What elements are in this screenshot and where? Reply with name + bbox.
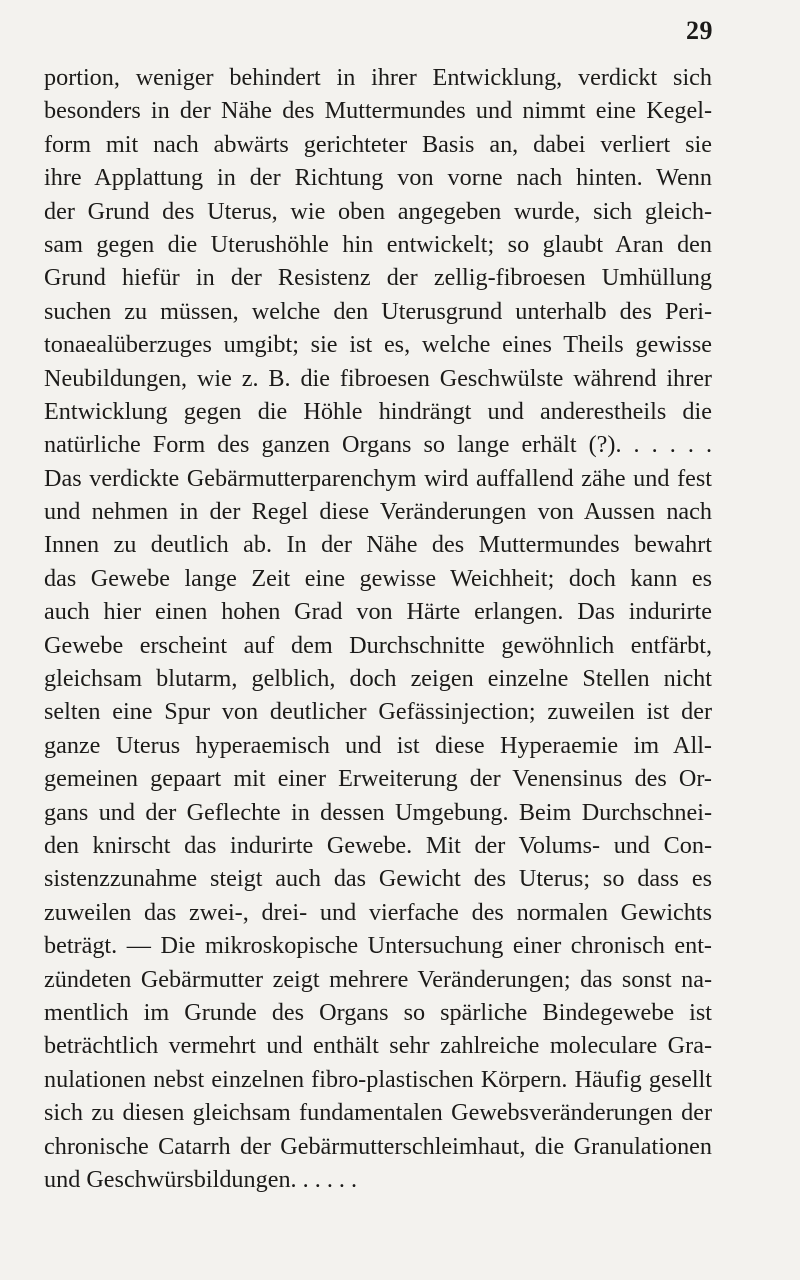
text-line: besonders in der Nähe des Muttermundes und nimmt eine Kegel- [44, 97, 712, 125]
text-line: das Gewebe lange Zeit eine gewisse Weichheit; doch kann es [44, 564, 712, 592]
text-line: ihre Applattung in der Richtung von vorne nach hinten. Wenn [44, 164, 712, 192]
text-line: gemeinen gepaart mit einer Erweiterung der Venensinus des Or- [44, 765, 712, 793]
text-line: natürliche Form des ganzen Organs so lange erhält (?). . . . . . [44, 431, 712, 459]
text-line: gans und der Geflechte in dessen Umgebung. Beim Durchschnei- [44, 798, 712, 826]
text-line: zuweilen das zwei-, drei- und vierfache des normalen Gewichts [44, 898, 712, 926]
text-line: nulationen nebst einzelnen fibro-plastischen Körpern. Häufig gesellt [44, 1065, 712, 1093]
text-line: portion, weniger behindert in ihrer Entwicklung, verdickt sich [44, 64, 712, 91]
text-line: sam gegen die Uterushöhle hin entwickelt; so glaubt Aran den [44, 230, 712, 258]
text-line: Gewebe erscheint auf dem Durchschnitte gewöhnlich entfärbt, [44, 631, 712, 659]
text-line: tonaealüberzuges umgibt; sie ist es, welche eines Theils gewisse [44, 331, 712, 359]
text-line: Grund hiefür in der Resistenz der zellig-fibroesen Umhüllung [44, 264, 712, 292]
text-line: der Grund des Uterus, wie oben angegeben wurde, sich gleich- [44, 197, 712, 225]
text-line: den knirscht das indurirte Gewebe. Mit der Volums- und Con- [44, 831, 712, 859]
text-line: selten eine Spur von deutlicher Gefässinjection; zuweilen ist der [44, 698, 712, 726]
text-line: suchen zu müssen, welche den Uterusgrund unterhalb des Peri- [44, 297, 712, 325]
text-line: gleichsam blutarm, gelblich, doch zeigen einzelne Stellen nicht [44, 665, 712, 693]
text-line: mentlich im Grunde des Organs so spärliche Bindegewebe ist [44, 998, 712, 1026]
text-line: zündeten Gebärmutter zeigt mehrere Veränderungen; das sonst na- [44, 965, 712, 993]
body-text [44, 61, 712, 1196]
text-line: und Geschwürsbildungen. . . . . . [44, 1165, 358, 1193]
text-line: form mit nach abwärts gerichteter Basis an, dabei verliert sie [44, 130, 712, 158]
text-line: sich zu diesen gleichsam fundamentalen Gewebsveränderungen der [44, 1099, 712, 1127]
page-number: 29 [686, 16, 713, 45]
text-line: beträchtlich vermehrt und enthält sehr zahlreiche moleculare Gra- [44, 1032, 712, 1060]
text-line: sistenzzunahme steigt auch das Gewicht des Uterus; so dass es [44, 865, 712, 893]
text-line: Neubildungen, wie z. B. die fibroesen Geschwülste während ihrer [44, 364, 712, 392]
text-line: Das verdickte Gebärmutterparenchym wird auffallend zähe und fest [44, 464, 712, 492]
text-line: chronische Catarrh der Gebärmutterschleimhaut, die Granulationen [44, 1132, 712, 1160]
text-line: und nehmen in der Regel diese Veränderungen von Aussen nach [44, 498, 712, 526]
text-line: beträgt. — Die mikroskopische Untersuchung einer chronisch ent- [44, 932, 712, 960]
text-line: Innen zu deutlich ab. In der Nähe des Muttermundes bewahrt [44, 531, 712, 559]
text-line: ganze Uterus hyperaemisch und ist diese Hyperaemie im All- [44, 731, 712, 759]
text-line: auch hier einen hohen Grad von Härte erlangen. Das indurirte [44, 598, 712, 626]
text-line: Entwicklung gegen die Höhle hindrängt und anderestheils die [44, 397, 712, 425]
